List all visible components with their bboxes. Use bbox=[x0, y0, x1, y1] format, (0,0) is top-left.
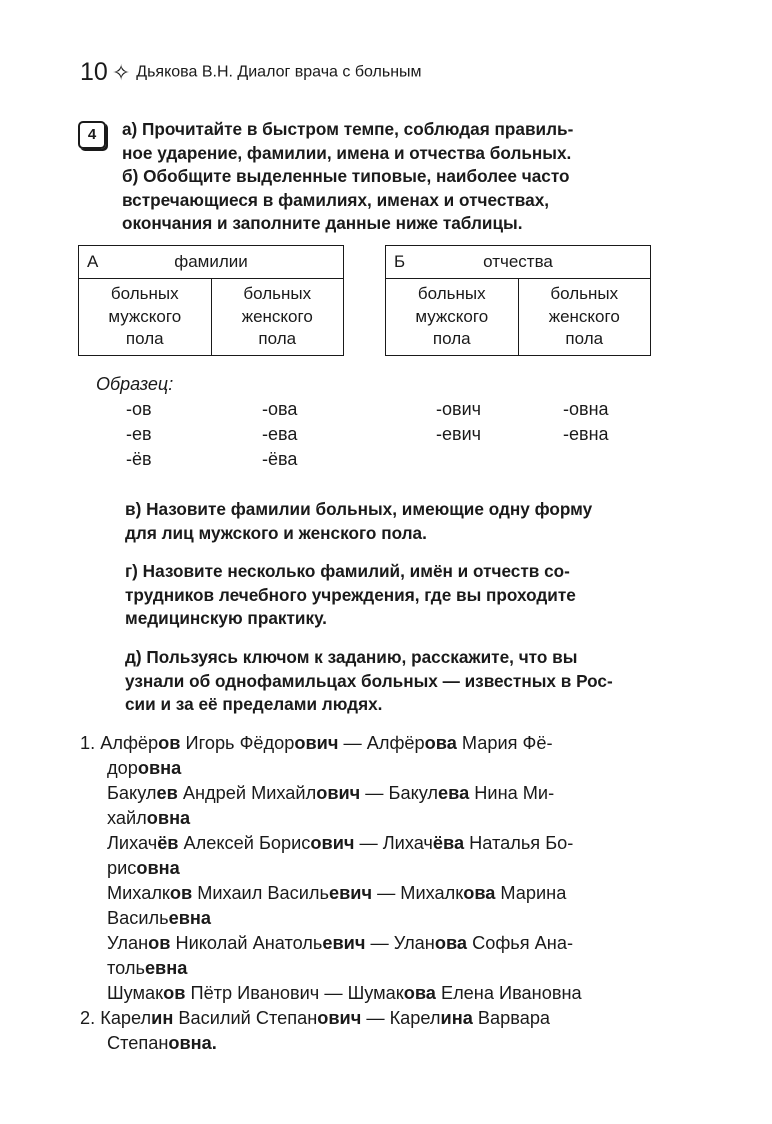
name-text: Алексей Борис bbox=[178, 833, 311, 853]
bold-ending: ёв bbox=[157, 833, 179, 853]
name-text: Елена Ивановна bbox=[435, 983, 582, 1003]
name-text: Михалк bbox=[107, 883, 170, 903]
bold-ending: овна bbox=[136, 858, 180, 878]
names-list bbox=[80, 731, 582, 1056]
cell-line: женского bbox=[241, 306, 313, 326]
list-line bbox=[80, 906, 582, 931]
name-text: — Лихач bbox=[354, 833, 433, 853]
instruction-line: а) Прочитайте в быстром темпе, соблюдая правиль- bbox=[122, 119, 574, 139]
name-text: хайл bbox=[107, 808, 147, 828]
book-title: Дьякова В.Н. Диалог врача с больным bbox=[136, 63, 422, 81]
name-text: Марина bbox=[495, 883, 567, 903]
instruction-line: для лиц мужского и женского пола. bbox=[125, 522, 427, 543]
name-text: — Михалк bbox=[372, 883, 464, 903]
task-instruction-d bbox=[125, 646, 653, 717]
cell-line: пола bbox=[125, 329, 164, 349]
name-text: Игорь Фёдор bbox=[180, 733, 295, 753]
bold-ending: ин bbox=[151, 1008, 174, 1028]
name-text: рис bbox=[107, 858, 137, 878]
instruction-line: окончания и заполните данные ниже таблицы. bbox=[122, 213, 523, 233]
instruction-line: д) Пользуясь ключом к заданию, расскажите, что вы bbox=[125, 647, 578, 667]
bold-ending: ович bbox=[294, 733, 339, 753]
table-cell-male bbox=[79, 279, 212, 356]
sample-ending: -ёва bbox=[262, 449, 298, 469]
cell-line: больных bbox=[110, 284, 179, 304]
list-line bbox=[80, 956, 582, 981]
bold-ending: ова bbox=[424, 733, 457, 753]
list-line bbox=[80, 731, 582, 756]
bold-ending: ович bbox=[310, 833, 355, 853]
bold-ending: ов bbox=[163, 983, 186, 1003]
bold-ending: евна bbox=[144, 958, 188, 978]
sample-ending: -овна bbox=[563, 399, 609, 419]
list-line bbox=[80, 981, 582, 1006]
list-line bbox=[80, 1031, 582, 1056]
cell-line: пола bbox=[432, 329, 471, 349]
bold-ending: ина bbox=[440, 1008, 473, 1028]
bold-ending: овна bbox=[137, 758, 182, 778]
list-line bbox=[80, 881, 582, 906]
name-text: Степан bbox=[107, 1033, 169, 1053]
cell-line: пола bbox=[565, 329, 604, 349]
name-text: — Алфёр bbox=[338, 733, 425, 753]
name-text: Шумак bbox=[107, 983, 164, 1003]
sample-ending: -ович bbox=[436, 399, 481, 419]
table-letter: А bbox=[87, 252, 99, 271]
name-text: дор bbox=[107, 758, 138, 778]
table-header bbox=[79, 246, 344, 279]
name-text: — Карел bbox=[361, 1008, 441, 1028]
name-text: Софья Ана- bbox=[467, 933, 574, 953]
bold-ending: ович bbox=[317, 1008, 362, 1028]
bold-ending: ёва bbox=[432, 833, 465, 853]
table-cell-female bbox=[518, 279, 651, 356]
table-cell-female bbox=[211, 279, 344, 356]
table-cell-male bbox=[386, 279, 519, 356]
sample-ending: -евна bbox=[563, 424, 609, 444]
instruction-line: г) Назовите несколько фамилий, имён и отчеств со- bbox=[125, 561, 570, 581]
page-number: 10 bbox=[80, 58, 108, 86]
name-text: толь bbox=[107, 958, 145, 978]
task-instructions-ab bbox=[122, 118, 650, 236]
sample-ending: -ев bbox=[126, 424, 152, 444]
bold-ending: овна. bbox=[168, 1033, 217, 1053]
instruction-line: б) Обобщите выделенные типовые, наиболее часто bbox=[122, 166, 570, 186]
table-surnames bbox=[78, 245, 344, 356]
name-text: Нина Ми- bbox=[469, 783, 555, 803]
task-instruction-g bbox=[125, 560, 653, 631]
list-line bbox=[80, 856, 582, 881]
instruction-line: ное ударение, фамилии, имена и отчества больных. bbox=[122, 142, 572, 163]
bold-ending: ев bbox=[156, 783, 178, 803]
bold-ending: евич bbox=[322, 933, 366, 953]
instruction-line: в) Назовите фамилии больных, имеющие одну форму bbox=[125, 499, 593, 519]
bold-ending: овна bbox=[146, 808, 191, 828]
name-text: Варвара bbox=[472, 1008, 551, 1028]
cell-line: женского bbox=[548, 306, 620, 326]
table-letter: Б bbox=[394, 252, 406, 271]
list-line bbox=[80, 931, 582, 956]
name-text: Николай Анатоль bbox=[170, 933, 323, 953]
task-instruction-v bbox=[125, 498, 653, 545]
bold-ending: ова bbox=[403, 983, 436, 1003]
name-text: Лихач bbox=[107, 833, 158, 853]
name-text: Наталья Бо- bbox=[464, 833, 574, 853]
name-text: Василий Степан bbox=[173, 1008, 318, 1028]
name-text: — Бакул bbox=[360, 783, 439, 803]
bold-ending: ович bbox=[316, 783, 361, 803]
sample-ending: -ова bbox=[262, 399, 298, 419]
list-line bbox=[80, 831, 582, 856]
bold-ending: евна bbox=[168, 908, 211, 928]
list-line bbox=[80, 756, 582, 781]
cell-line: пола bbox=[258, 329, 297, 349]
sample-ending: -ева bbox=[262, 424, 298, 444]
cell-line: больных bbox=[243, 284, 312, 304]
running-header bbox=[80, 58, 422, 87]
bold-ending: ов bbox=[158, 733, 181, 753]
table-title: фамилии bbox=[174, 252, 248, 271]
table-patronymics bbox=[385, 245, 651, 356]
cell-line: мужского bbox=[415, 306, 489, 326]
cell-line: мужского bbox=[108, 306, 182, 326]
instruction-line: узнали об однофамильцах больных — известных в Рос- bbox=[125, 670, 613, 691]
star-icon: ✧ bbox=[111, 59, 131, 85]
name-text: Пётр Иванович — Шумак bbox=[185, 983, 404, 1003]
name-text: Андрей Михайл bbox=[177, 783, 317, 803]
sample-ending: -евич bbox=[436, 424, 481, 444]
instruction-line: встречающиеся в фамилиях, именах и отчествах, bbox=[122, 189, 550, 210]
name-text: Мария Фё- bbox=[456, 733, 553, 753]
cell-line: больных bbox=[550, 284, 619, 304]
list-line bbox=[80, 806, 582, 831]
name-text: Михаил Василь bbox=[192, 883, 329, 903]
bold-ending: ов bbox=[148, 933, 171, 953]
table-header bbox=[386, 246, 651, 279]
instruction-line: медицинскую практику. bbox=[125, 608, 327, 628]
bold-ending: ов bbox=[169, 883, 193, 903]
name-text: 2. Карел bbox=[80, 1008, 152, 1028]
sample-ending: -ов bbox=[126, 399, 152, 419]
name-text: 1. Алфёр bbox=[80, 733, 159, 753]
list-line bbox=[80, 781, 582, 806]
name-text: Василь bbox=[107, 908, 169, 928]
list-line bbox=[80, 1006, 582, 1031]
name-text: Улан bbox=[107, 933, 149, 953]
bold-ending: ева bbox=[438, 783, 470, 803]
table-title: отчества bbox=[483, 252, 553, 271]
cell-line: больных bbox=[417, 284, 486, 304]
bold-ending: ова bbox=[434, 933, 468, 953]
name-text: — Улан bbox=[365, 933, 435, 953]
instruction-line: трудников лечебного учреждения, где вы проходите bbox=[125, 584, 576, 605]
name-text: Бакул bbox=[107, 783, 157, 803]
sample-ending: -ёв bbox=[126, 449, 152, 469]
bold-ending: евич bbox=[328, 883, 373, 903]
instruction-line: сии и за её пределами людях. bbox=[125, 694, 383, 714]
sample-label: Образец: bbox=[96, 374, 174, 394]
task-number-badge: 4 bbox=[78, 121, 106, 149]
bold-ending: ова bbox=[463, 883, 496, 903]
